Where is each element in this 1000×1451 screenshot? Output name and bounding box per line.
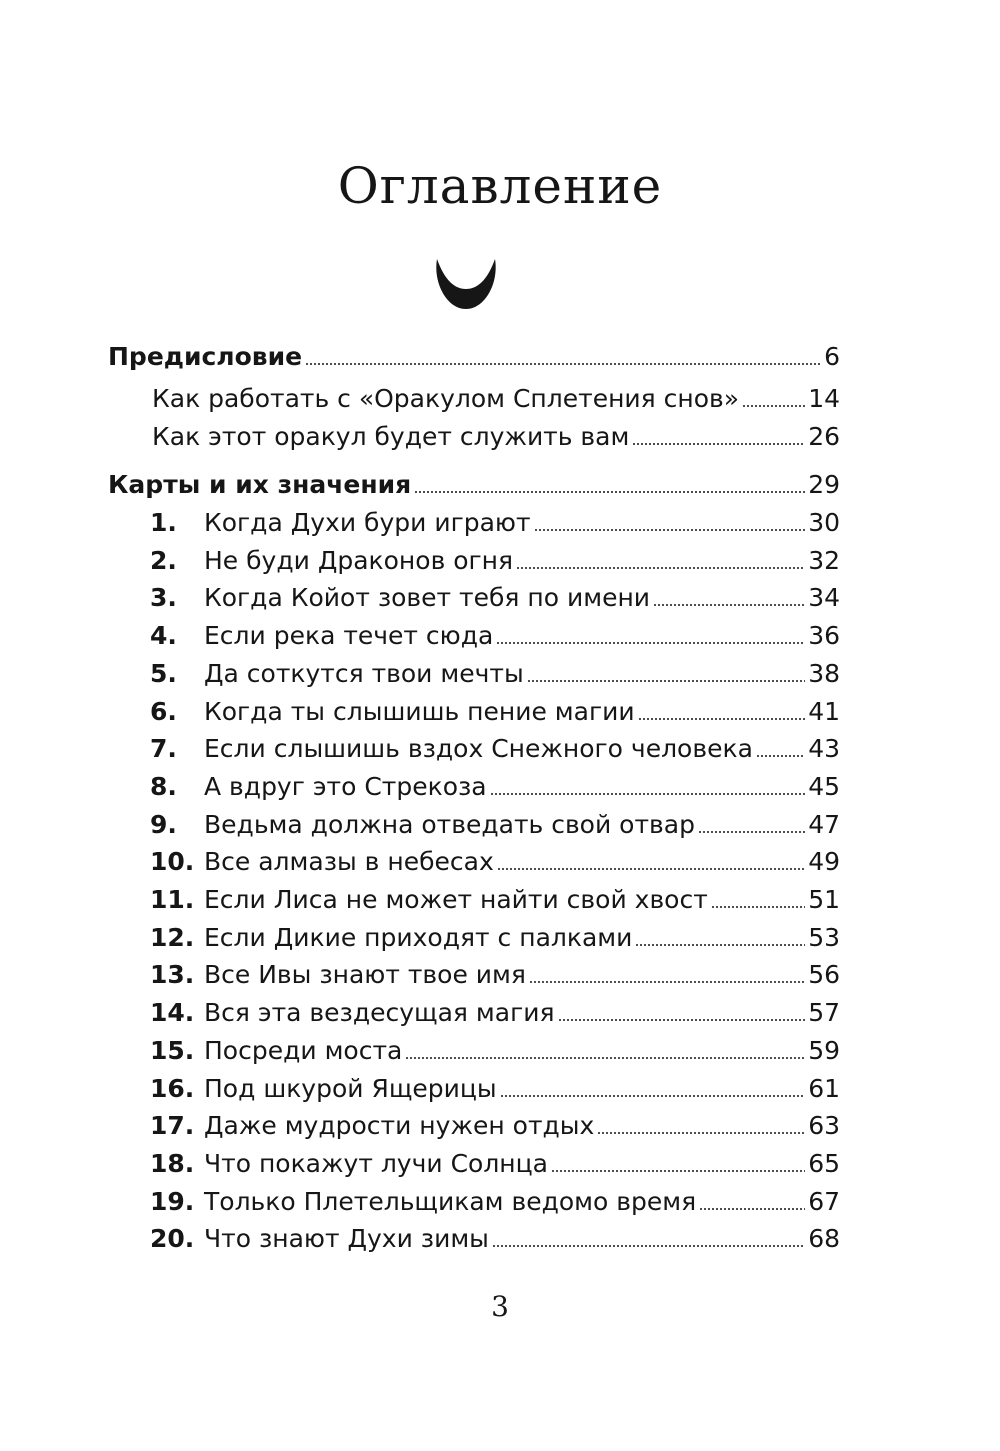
toc-card-entry[interactable]	[150, 1028, 840, 1066]
toc-card-entry[interactable]	[150, 689, 840, 727]
dot-leader	[496, 642, 805, 644]
card-page: 43	[808, 734, 840, 764]
toc-entry-label: Предисловие	[108, 342, 303, 371]
card-number: 7.	[150, 734, 177, 764]
card-number: 5.	[150, 658, 177, 688]
card-number: 13.	[150, 960, 195, 990]
card-page: 34	[808, 583, 840, 613]
card-page: 38	[808, 658, 840, 688]
card-title: Да соткутся твои мечты	[204, 658, 524, 688]
card-number: 3.	[150, 583, 177, 613]
toc-entry-page: 26	[808, 422, 840, 451]
card-number: 17.	[150, 1111, 195, 1141]
card-page: 67	[808, 1186, 840, 1216]
toc-card-entry[interactable]	[150, 839, 840, 877]
toc-card-entry[interactable]	[150, 915, 840, 953]
toc-card-entry[interactable]	[150, 613, 840, 651]
crescent-moon-icon	[433, 253, 499, 311]
dot-leader	[635, 944, 805, 946]
card-page: 65	[808, 1148, 840, 1178]
dot-leader	[711, 906, 805, 908]
card-title: Вся эта вездесущая магия	[204, 998, 555, 1028]
card-page: 41	[808, 696, 840, 726]
card-number: 9.	[150, 809, 177, 839]
toc-card-entry[interactable]	[150, 952, 840, 990]
card-page: 68	[808, 1224, 840, 1254]
card-title: Посреди моста	[204, 1035, 403, 1065]
card-page: 49	[808, 847, 840, 877]
card-number: 2.	[150, 545, 177, 575]
toc-card-entry[interactable]	[150, 726, 840, 764]
dot-leader	[500, 1095, 806, 1097]
card-number: 15.	[150, 1035, 195, 1065]
toc-card-entry[interactable]	[150, 990, 840, 1028]
card-page: 57	[808, 998, 840, 1028]
toc-entry-preface[interactable]	[108, 334, 840, 372]
card-title: Под шкурой Ящерицы	[204, 1073, 497, 1103]
dot-leader	[490, 793, 806, 795]
card-page: 30	[808, 508, 840, 537]
page-number: 3	[491, 1290, 509, 1323]
toc-card-entry[interactable]	[150, 538, 840, 576]
dot-leader	[497, 868, 805, 870]
card-title: Ведьма должна отведать свой отвар	[204, 809, 695, 839]
toc-entry-label: Карты и их значения	[108, 470, 412, 499]
toc-entry-how-to-work[interactable]	[152, 376, 840, 414]
toc-entry-page: 6	[824, 342, 840, 371]
card-page: 47	[808, 809, 840, 839]
card-number: 20.	[150, 1224, 195, 1254]
dot-leader	[527, 680, 805, 682]
toc-card-entry[interactable]	[150, 764, 840, 802]
dot-leader	[558, 1019, 806, 1021]
dot-leader	[698, 831, 805, 833]
toc-entry-label: Как работать с «Оракулом Сплетения снов»	[152, 384, 740, 413]
card-page: 53	[808, 922, 840, 952]
card-title: Все алмазы в небесах	[204, 847, 494, 877]
page-title: Оглавление	[337, 157, 663, 215]
toc-card-entry[interactable]	[150, 575, 840, 613]
toc-card-entry[interactable]	[150, 877, 840, 915]
card-title: Не буди Драконов огня	[204, 545, 514, 575]
card-number: 11.	[150, 885, 195, 914]
toc-card-entry[interactable]	[150, 500, 840, 538]
toc-entry-label: Как этот оракул будет служить вам	[152, 422, 630, 451]
dot-leader	[516, 567, 805, 569]
card-number: 12.	[150, 922, 195, 952]
toc-card-entry[interactable]	[150, 1216, 840, 1254]
dot-leader	[653, 604, 805, 606]
card-page: 63	[808, 1111, 840, 1141]
card-title: А вдруг это Стрекоза	[204, 771, 487, 801]
toc-card-entry[interactable]	[150, 802, 840, 840]
card-title: Даже мудрости нужен отдых	[204, 1111, 595, 1141]
toc-entry-page: 29	[808, 470, 840, 499]
card-page: 36	[808, 621, 840, 651]
card-title: Только Плетельщикам ведомо время	[204, 1186, 697, 1216]
toc-card-entry[interactable]	[150, 651, 840, 689]
dot-leader	[492, 1245, 805, 1247]
card-page: 45	[808, 771, 840, 801]
card-title: Что покажут лучи Солнца	[204, 1148, 548, 1178]
card-number: 1.	[150, 508, 177, 537]
card-title: Когда Духи бури играют	[204, 508, 531, 537]
card-number: 14.	[150, 998, 195, 1028]
card-number: 18.	[150, 1148, 195, 1178]
dot-leader	[597, 1132, 805, 1134]
card-title: Все Ивы знают твое имя	[204, 960, 526, 990]
card-title: Когда ты слышишь пение магии	[204, 696, 635, 726]
card-title: Если Дикие приходят с палками	[204, 922, 633, 952]
card-number: 8.	[150, 771, 177, 801]
card-page: 61	[808, 1073, 840, 1103]
dot-leader	[529, 981, 805, 983]
card-page: 59	[808, 1035, 840, 1065]
card-number: 19.	[150, 1186, 195, 1216]
card-page: 51	[808, 885, 840, 914]
dot-leader	[405, 1057, 805, 1059]
dot-leader	[699, 1208, 805, 1210]
card-title: Если река течет сюда	[204, 621, 494, 651]
dot-leader	[414, 491, 805, 493]
toc-entry-cards-meanings[interactable]	[108, 462, 840, 500]
dot-leader	[632, 443, 805, 445]
card-number: 10.	[150, 847, 195, 877]
toc-card-entry[interactable]	[150, 1066, 840, 1104]
card-number: 6.	[150, 696, 177, 726]
toc-card-entry[interactable]	[150, 1179, 840, 1217]
toc-entry-page: 14	[808, 384, 840, 413]
card-number: 4.	[150, 621, 177, 651]
card-title: Если слышишь вздох Снежного человека	[204, 734, 753, 764]
card-number: 16.	[150, 1073, 195, 1103]
dot-leader	[638, 718, 806, 720]
dot-leader	[551, 1170, 805, 1172]
card-page: 56	[808, 960, 840, 990]
dot-leader	[756, 755, 805, 757]
card-title: Что знают Духи зимы	[204, 1224, 489, 1254]
toc-entry-how-oracle-serves[interactable]	[152, 414, 840, 452]
dot-leader	[534, 529, 806, 531]
toc-card-entry[interactable]	[150, 1141, 840, 1179]
dot-leader	[742, 405, 805, 407]
toc-card-entry[interactable]	[150, 1103, 840, 1141]
card-title: Если Лиса не может найти свой хвост	[204, 885, 708, 914]
dot-leader	[305, 363, 821, 365]
card-title: Когда Койот зовет тебя по имени	[204, 583, 651, 613]
card-page: 32	[808, 545, 840, 575]
